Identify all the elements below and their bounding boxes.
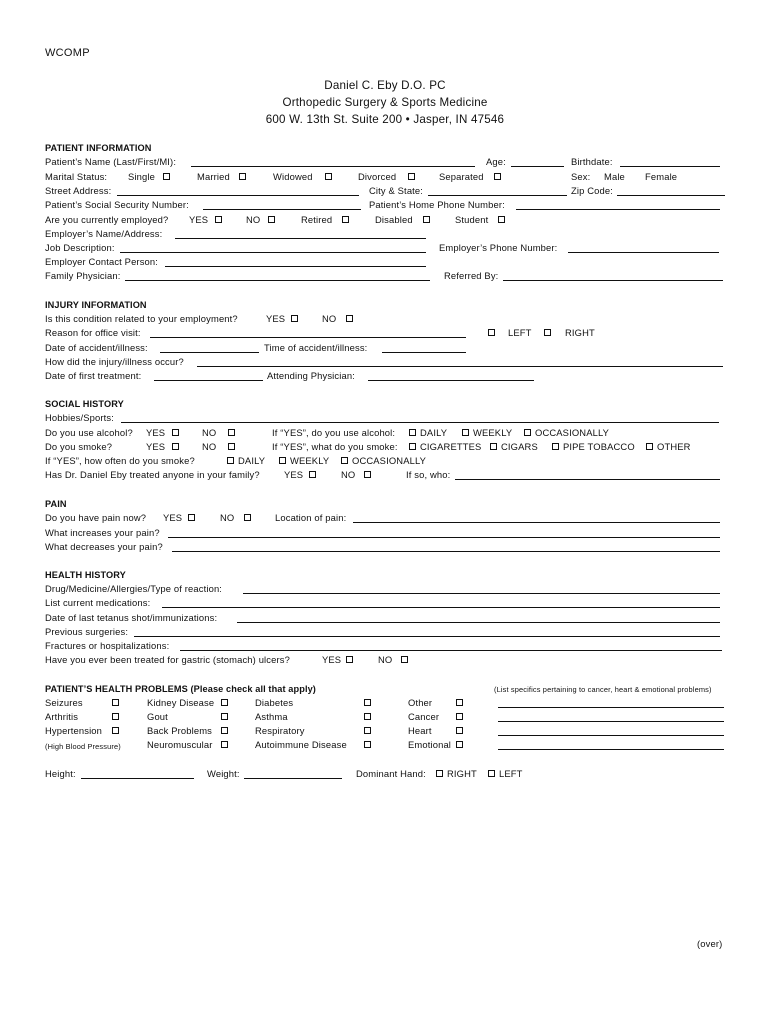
smoke-type-label: If “YES”, what do you smoke: <box>272 441 398 452</box>
accident-date-field[interactable] <box>160 352 259 353</box>
other-problem-checkbox[interactable] <box>456 699 463 706</box>
pain-question: Do you have pain now? <box>45 512 147 523</box>
separated-label: Separated <box>439 171 484 182</box>
widowed-checkbox[interactable] <box>325 173 332 180</box>
cancer-label: Cancer <box>408 711 440 722</box>
divorced-label: Divorced <box>358 171 397 182</box>
pain-decreases-field[interactable] <box>172 551 720 552</box>
cigars-checkbox[interactable] <box>490 443 497 450</box>
alcohol-question: Do you use alcohol? <box>45 427 133 438</box>
allergies-label: Drug/Medicine/Allergies/Type of reaction: <box>45 583 223 594</box>
accident-date-label: Date of accident/illness: <box>45 342 148 353</box>
left-checkbox[interactable] <box>488 329 495 336</box>
seizures-label: Seizures <box>45 697 83 708</box>
employed-no-checkbox[interactable] <box>268 216 275 223</box>
alcohol-no-checkbox[interactable] <box>228 429 235 436</box>
pipe-checkbox[interactable] <box>552 443 559 450</box>
family-no-label: NO <box>341 469 356 480</box>
single-label: Single <box>128 171 155 182</box>
accident-time-label: Time of accident/illness: <box>264 342 368 353</box>
married-label: Married <box>197 171 230 182</box>
heart-label: Heart <box>408 725 432 736</box>
injury-heading: INJURY INFORMATION <box>45 300 147 310</box>
employer-phone-field[interactable] <box>568 252 719 253</box>
surgeries-field[interactable] <box>134 636 720 637</box>
smoke-yes-label: YES <box>146 441 166 452</box>
widowed-label: Widowed <box>273 171 313 182</box>
family-no-checkbox[interactable] <box>364 471 371 478</box>
married-checkbox[interactable] <box>239 173 246 180</box>
hand-right-label: RIGHT <box>447 768 477 779</box>
smoke-weekly-label: WEEKLY <box>290 455 330 466</box>
marital-label: Marital Status: <box>45 171 108 182</box>
pain-heading: PAIN <box>45 499 67 509</box>
arthritis-checkbox[interactable] <box>112 713 119 720</box>
city-field[interactable] <box>428 195 567 196</box>
dominant-hand-label: Dominant Hand: <box>356 768 426 779</box>
reason-label: Reason for office visit: <box>45 327 141 338</box>
practice-address: 600 W. 13th St. Suite 200 • Jasper, IN 47546 <box>265 113 505 126</box>
autoimmune-label: Autoimmune Disease <box>255 739 347 750</box>
hobbies-field[interactable] <box>121 422 719 423</box>
practice-specialty: Orthopedic Surgery & Sports Medicine <box>282 96 488 109</box>
reason-field[interactable] <box>150 337 466 338</box>
allergies-field[interactable] <box>243 593 720 594</box>
pain-no-label: NO <box>220 512 235 523</box>
if-so-field[interactable] <box>455 479 720 480</box>
cancer-checkbox[interactable] <box>456 713 463 720</box>
other-smoke-checkbox[interactable] <box>646 443 653 450</box>
employed-no-label: NO <box>246 214 261 225</box>
hobbies-label: Hobbies/Sports: <box>45 412 114 423</box>
health-heading: HEALTH HISTORY <box>45 570 126 580</box>
alcohol-daily-label: DAILY <box>420 427 448 438</box>
gastric-yes-checkbox[interactable] <box>346 656 353 663</box>
retired-checkbox[interactable] <box>342 216 349 223</box>
smoke-yes-checkbox[interactable] <box>172 443 179 450</box>
right-label: RIGHT <box>565 327 595 338</box>
cigarettes-label: CIGARETTES <box>420 441 482 452</box>
weight-field[interactable] <box>244 778 342 779</box>
separated-checkbox[interactable] <box>494 173 501 180</box>
family-treated-question: Has Dr. Daniel Eby treated anyone in your family? <box>45 469 260 480</box>
female-option[interactable]: Female <box>645 171 678 182</box>
autoimmune-checkbox[interactable] <box>364 741 371 748</box>
neuromuscular-checkbox[interactable] <box>221 741 228 748</box>
specifics-line[interactable] <box>498 735 724 736</box>
surgeries-label: Previous surgeries: <box>45 626 129 637</box>
patient-name-label: Patient’s Name (Last/First/MI): <box>45 156 177 167</box>
neuromuscular-label: Neuromuscular <box>147 739 213 750</box>
pain-no-checkbox[interactable] <box>244 514 251 521</box>
kidney-checkbox[interactable] <box>221 699 228 706</box>
diabetes-checkbox[interactable] <box>364 699 371 706</box>
asthma-checkbox[interactable] <box>364 713 371 720</box>
height-field[interactable] <box>81 778 194 779</box>
age-field[interactable] <box>511 166 564 167</box>
employed-yes-checkbox[interactable] <box>215 216 222 223</box>
alcohol-weekly-checkbox[interactable] <box>462 429 469 436</box>
back-problems-label: Back Problems <box>147 725 212 736</box>
patient-info-heading: PATIENT INFORMATION <box>45 143 152 153</box>
job-label: Job Description: <box>45 242 115 253</box>
alcohol-occasionally-checkbox[interactable] <box>524 429 531 436</box>
sex-label: Sex: <box>571 171 591 182</box>
gastric-question: Have you ever been treated for gastric (stomach) ulcers? <box>45 654 290 665</box>
asthma-label: Asthma <box>255 711 288 722</box>
employed-question: Are you currently employed? <box>45 214 169 225</box>
ssn-field[interactable] <box>203 209 361 210</box>
smoke-weekly-checkbox[interactable] <box>279 457 286 464</box>
alcohol-weekly-label: WEEKLY <box>473 427 513 438</box>
male-option[interactable]: Male <box>604 171 625 182</box>
retired-label: Retired <box>301 214 333 225</box>
high-blood-pressure-label: (High Blood Pressure) <box>45 742 121 751</box>
fractures-field[interactable] <box>180 650 722 651</box>
problems-heading: PATIENT’S HEALTH PROBLEMS (Please check all that apply) <box>45 684 316 694</box>
fractures-label: Fractures or hospitalizations: <box>45 640 170 651</box>
first-treatment-field[interactable] <box>154 380 263 381</box>
kidney-label: Kidney Disease <box>147 697 215 708</box>
zip-label: Zip Code: <box>571 185 613 196</box>
smoke-occasionally-checkbox[interactable] <box>341 457 348 464</box>
disabled-checkbox[interactable] <box>423 216 430 223</box>
employed-yes-label: YES <box>189 214 209 225</box>
pain-increases-label: What increases your pain? <box>45 527 160 538</box>
hypertension-label: Hypertension <box>45 725 103 736</box>
tetanus-field[interactable] <box>237 622 720 623</box>
cigarettes-checkbox[interactable] <box>409 443 416 450</box>
emotional-label: Emotional <box>408 739 452 750</box>
how-occur-field[interactable] <box>197 366 723 367</box>
related-no-label: NO <box>322 313 337 324</box>
employer-phone-label: Employer’s Phone Number: <box>439 242 558 253</box>
specifics-line[interactable] <box>498 721 724 722</box>
age-label: Age: <box>486 156 506 167</box>
weight-label: Weight: <box>207 768 240 779</box>
pain-increases-field[interactable] <box>168 537 720 538</box>
specifics-line[interactable] <box>498 707 724 708</box>
family-yes-checkbox[interactable] <box>309 471 316 478</box>
patient-name-field[interactable] <box>191 166 475 167</box>
employer-field[interactable] <box>175 238 426 239</box>
employer-contact-field[interactable] <box>165 266 426 267</box>
smoke-daily-checkbox[interactable] <box>227 457 234 464</box>
diabetes-label: Diabetes <box>255 697 294 708</box>
first-treatment-label: Date of first treatment: <box>45 370 142 381</box>
referred-field[interactable] <box>503 280 723 281</box>
hand-left-checkbox[interactable] <box>488 770 495 777</box>
gout-checkbox[interactable] <box>221 713 228 720</box>
back-problems-checkbox[interactable] <box>221 727 228 734</box>
birthdate-label: Birthdate: <box>571 156 613 167</box>
alcohol-daily-checkbox[interactable] <box>409 429 416 436</box>
alcohol-no-label: NO <box>202 427 217 438</box>
family-yes-label: YES <box>284 469 304 480</box>
physician-label: Family Physician: <box>45 270 121 281</box>
medications-field[interactable] <box>162 607 720 608</box>
related-no-checkbox[interactable] <box>346 315 353 322</box>
smoke-no-label: NO <box>202 441 217 452</box>
related-question: Is this condition related to your employment? <box>45 313 238 324</box>
divorced-checkbox[interactable] <box>408 173 415 180</box>
cigars-label: CIGARS <box>501 441 538 452</box>
medications-label: List current medications: <box>45 597 151 608</box>
alcohol-yes-label: YES <box>146 427 166 438</box>
single-checkbox[interactable] <box>163 173 170 180</box>
other-problem-label: Other <box>408 697 433 708</box>
gastric-no-label: NO <box>378 654 393 665</box>
ssn-label: Patient’s Social Security Number: <box>45 199 189 210</box>
employer-label: Employer’s Name/Address: <box>45 228 163 239</box>
pain-yes-checkbox[interactable] <box>188 514 195 521</box>
smoke-question: Do you smoke? <box>45 441 113 452</box>
respiratory-label: Respiratory <box>255 725 305 736</box>
alcohol-occasionally-label: OCCASIONALLY <box>535 427 610 438</box>
gastric-yes-label: YES <box>322 654 342 665</box>
alcohol-frequency-label: If “YES”, do you use alcohol: <box>272 427 396 438</box>
emotional-checkbox[interactable] <box>456 741 463 748</box>
form-code: WCOMP <box>45 47 90 59</box>
pipe-label: PIPE TOBACCO <box>563 441 635 452</box>
smoke-daily-label: DAILY <box>238 455 266 466</box>
respiratory-checkbox[interactable] <box>364 727 371 734</box>
gastric-no-checkbox[interactable] <box>401 656 408 663</box>
other-smoke-label: OTHER <box>657 441 691 452</box>
disabled-label: Disabled <box>375 214 413 225</box>
city-label: City & State: <box>369 185 424 196</box>
home-phone-label: Patient’s Home Phone Number: <box>369 199 505 210</box>
hypertension-checkbox[interactable] <box>112 727 119 734</box>
pain-location-label: Location of pain: <box>275 512 347 523</box>
social-heading: SOCIAL HISTORY <box>45 399 124 409</box>
street-label: Street Address: <box>45 185 112 196</box>
physician-field[interactable] <box>125 280 430 281</box>
practice-name: Daniel C. Eby D.O. PC <box>324 79 446 92</box>
zip-field[interactable] <box>617 195 725 196</box>
gout-label: Gout <box>147 711 168 722</box>
tetanus-label: Date of last tetanus shot/immunizations: <box>45 612 218 623</box>
attending-label: Attending Physician: <box>267 370 355 381</box>
street-field[interactable] <box>117 195 359 196</box>
specifics-line[interactable] <box>498 749 724 750</box>
smoke-frequency-question: If “YES”, how often do you smoke? <box>45 455 195 466</box>
seizures-checkbox[interactable] <box>112 699 119 706</box>
hand-left-label: LEFT <box>499 768 523 779</box>
how-occur-label: How did the injury/illness occur? <box>45 356 184 367</box>
hand-right-checkbox[interactable] <box>436 770 443 777</box>
height-label: Height: <box>45 768 76 779</box>
heart-checkbox[interactable] <box>456 727 463 734</box>
arthritis-label: Arthritis <box>45 711 79 722</box>
attending-field[interactable] <box>368 380 534 381</box>
job-field[interactable] <box>120 252 426 253</box>
right-checkbox[interactable] <box>544 329 551 336</box>
employer-contact-label: Employer Contact Person: <box>45 256 159 267</box>
home-phone-field[interactable] <box>516 209 720 210</box>
birthdate-field[interactable] <box>620 166 720 167</box>
pain-yes-label: YES <box>163 512 183 523</box>
alcohol-yes-checkbox[interactable] <box>172 429 179 436</box>
over-note: (over) <box>697 938 723 949</box>
referred-label: Referred By: <box>444 270 499 281</box>
problems-note: (List specifics pertaining to cancer, heart & emotional problems) <box>494 685 712 694</box>
student-checkbox[interactable] <box>498 216 505 223</box>
related-yes-checkbox[interactable] <box>291 315 298 322</box>
pain-decreases-label: What decreases your pain? <box>45 541 163 552</box>
student-label: Student <box>455 214 489 225</box>
accident-time-field[interactable] <box>382 352 466 353</box>
smoke-occasionally-label: OCCASIONALLY <box>352 455 427 466</box>
pain-location-field[interactable] <box>353 522 720 523</box>
left-label: LEFT <box>508 327 532 338</box>
if-so-label: If so, who: <box>406 469 451 480</box>
related-yes-label: YES <box>266 313 286 324</box>
smoke-no-checkbox[interactable] <box>228 443 235 450</box>
